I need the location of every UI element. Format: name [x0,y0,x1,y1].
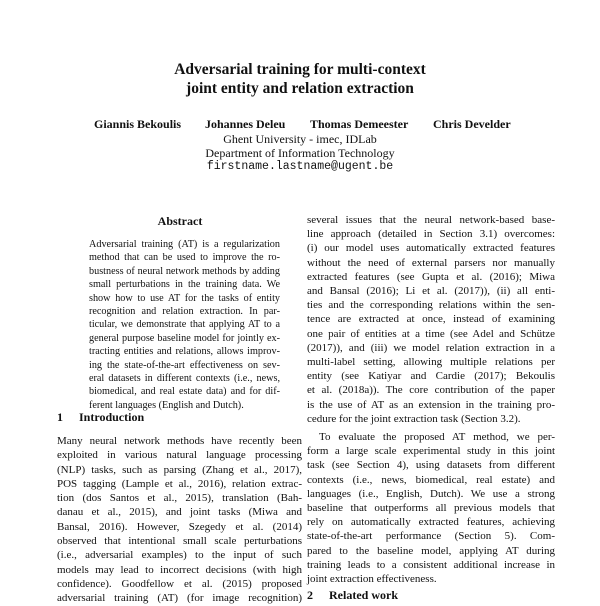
section-number: 2 [307,588,313,602]
section-number: 1 [57,410,63,424]
author-name: Thomas Demeester [310,117,409,131]
body-line: baseline that outperforms all previous models that [307,502,555,515]
abstract-line: method that can be used to improve the ro- [89,252,280,264]
body-line: contexts (i.e., news, biomedical, real estate) and [307,473,555,486]
body-line: is the use of AT as an extension in the training pro- [307,398,555,411]
department: Department of Information Technology [205,146,395,160]
body-line: et al. (2018a)). The core contribution of the paper [307,384,555,397]
intro-line: tion (dos Santos et al., 2015), translation (Bah- [57,492,302,505]
body-line: tence are extracted at once, instead of examining [307,313,555,326]
author-name: Giannis Bekoulis [94,117,182,131]
intro-line: models may lead to incorrect decisions (with high [57,563,302,576]
body-line: training leads to a consistent additional increase in [307,558,555,571]
body-line: pared to the baseline model, applying AT during [307,544,555,557]
abstract-line: tracting entities and relations, allows improv- [89,346,280,358]
author-name: Johannes Deleu [205,117,286,131]
body-line: ties and the corresponding relations within the sen- [307,299,555,312]
intro-line: POS tagging (Lample et al., 2016), relation extrac- [57,477,302,490]
author-email: firstname.lastname@ugent.be [206,160,394,173]
section-heading-introduction [57,410,144,425]
section-title: Related work [329,588,398,602]
section-title: Introduction [79,410,145,424]
abstract-line: Adversarial training (AT) is a regularization [89,239,280,250]
body-line: rely on automatically extracted features, achieving [307,516,555,529]
abstract-body [89,238,280,412]
body-line: joint extraction effectiveness. [307,573,437,586]
abstract-line: ticular, we demonstrate that applying AT to a [89,319,280,331]
body-line: To evaluate the proposed AT method, we per- [319,431,555,444]
right-column-body [307,213,555,586]
body-line: multi-label setting, allowing multiple relations per [307,356,555,369]
abstract-line: bustness of neural network methods by adding [89,265,280,277]
body-line: (2017)), and (iii) we model relation extraction in a [307,341,555,354]
body-line: form a large scale experimental study in this joint [307,445,555,458]
abstract-heading: Abstract [157,214,203,228]
title-line: Adversarial training for multi-context [174,61,426,78]
abstract-line: ing the state-of-the-art effectiveness on sev- [89,359,280,371]
body-line: without the need of external parsers nor manually [307,256,555,269]
intro-line: (NLP) tasks, such as parsing (Zhang et al., 2017), [57,463,302,476]
abstract-line: general purpose baseline model for jointly ex- [89,332,280,344]
section-heading-related-work [307,588,398,603]
body-line: languages (i.e., English, Dutch). We use a strong [307,487,555,500]
introduction-body [57,434,302,606]
abstract-line: biomedical, and real estate data) and for dif- [89,386,280,398]
intro-line: Bansal, 2016). However, Szegedy et al. (2014) [57,520,302,533]
title-line: joint entity and relation extraction [186,80,414,97]
body-line: state-of-the-art performance (Section 5). Com- [307,530,555,543]
body-line: (i) our model uses automatically extracted features [307,242,555,255]
body-line: entity (see Katiyar and Cardie (2017); Bekoulis [307,370,555,383]
body-line: task (see Section 4), using datasets from different [307,459,555,472]
body-line: several issues that the neural network-based base- [307,214,555,226]
abstract-line: ferent languages (English and Dutch). [89,399,244,411]
abstract-line: show how to use AT for the tasks of entity [89,292,280,304]
intro-line: danau et al., 2015), and joint tasks (Miwa and [57,506,302,519]
intro-line: confidence). Goodfellow et al. (2015) proposed [57,577,302,590]
abstract-line: recognition and relation extraction. In par- [89,306,280,318]
intro-line: Many neural network methods have recently been [57,435,302,447]
intro-line: exploited in various natural language processing [57,449,302,462]
abstract-line: eral datasets in different contexts (i.e., news, [89,373,280,385]
intro-line: (i.e., adversarial examples) to the input of such [57,549,302,562]
body-line: cedure for the joint extraction task (Section 3.2). [307,412,521,425]
body-line: and Bansal (2016); Li et al. (2017)), (ii) all enti- [307,285,555,298]
body-line: one pair of entities at a time (see Adel and Schütze [307,327,555,340]
abstract-line: small perturbations in the training data. We [89,279,280,291]
affiliation [0,132,600,174]
paper-title [0,60,600,98]
intro-line: observed that intentional small scale perturbations [57,535,302,548]
author-name: Chris Develder [433,117,511,131]
intro-line: adversarial training (AT) (for image recognition) [57,592,302,605]
author-list [0,117,600,131]
body-line: line approach (detailed in Section 3.1) overcomes: [307,228,555,241]
institution: Ghent University - imec, IDLab [223,132,377,146]
body-line: extracted features (see Gupta et al. (2016); Miwa [307,270,555,283]
